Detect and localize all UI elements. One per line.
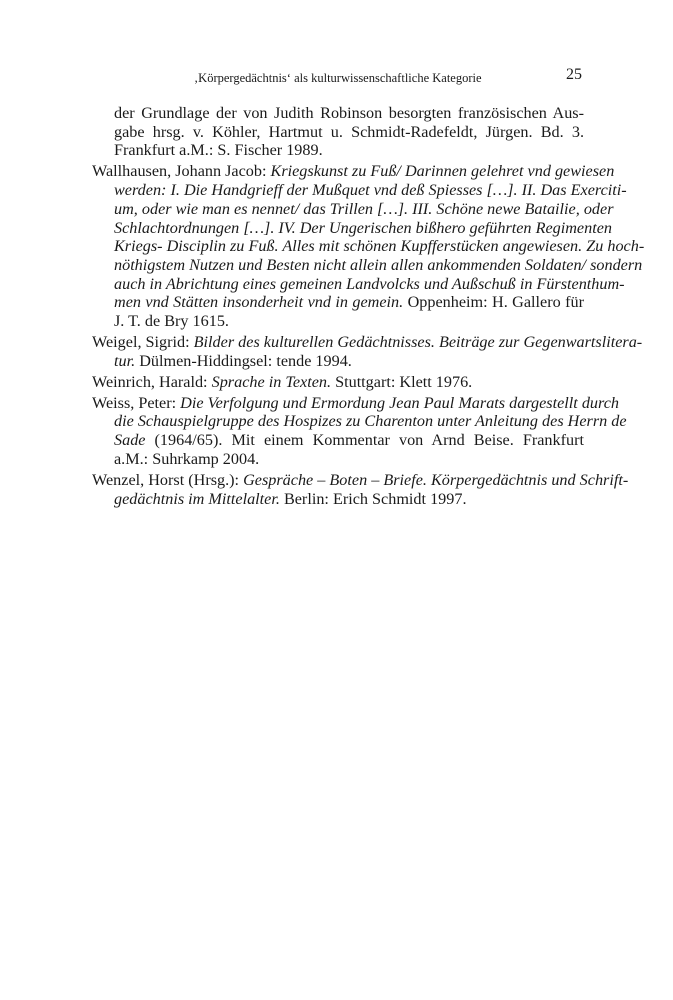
italic-title-text: Bilder des kulturellen Gedächtnisses. Beiträge zur Gegenwartslitera-	[193, 333, 643, 352]
italic-title-text: Kriegskunst zu Fuß/ Darinnen gelehret vnd gewiesen	[270, 162, 615, 181]
entry-text: Frankfurt a.M.: S. Fischer 1989.	[114, 141, 323, 160]
page-number: 25	[566, 66, 582, 83]
italic-title-text: die Schauspielgruppe des Hospizes zu Charenton unter Anleitung des Herrn de	[114, 412, 627, 431]
entry-line	[114, 274, 625, 294]
entry-line	[114, 450, 584, 469]
entry-line	[114, 181, 627, 200]
entry-line	[114, 104, 584, 123]
italic-title-text: tur.	[114, 351, 136, 370]
bibliography-entry	[92, 373, 584, 392]
entry-line	[114, 352, 584, 371]
bibliography-list	[92, 104, 645, 511]
bibliography-entry	[92, 162, 645, 331]
bibliography-entry	[92, 470, 629, 508]
entry-line	[92, 162, 615, 181]
italic-title-text: nöthigstem Nutzen und Besten nicht allein allen ankommenden Soldaten/ sondern	[114, 255, 643, 274]
entry-text: a.M.: Suhrkamp 2004.	[114, 449, 260, 468]
italic-title-text: men vnd Stätten insonderheit vnd in gemein.	[114, 293, 404, 312]
entry-text: Wenzel, Horst (Hrsg.):	[92, 470, 244, 489]
italic-title-text: auch in Abrichtung eines gemeinen Landvolcks und Außschuß in Fürstenthum-	[114, 274, 625, 293]
entry-text: J. T. de Bry 1615.	[114, 312, 229, 331]
entry-line	[114, 237, 645, 256]
entry-line	[114, 312, 584, 331]
entry-line	[114, 141, 584, 160]
italic-title-text: Schlachtordnungen […]. IV. Der Ungerischen bißhero geführten Regimenten	[114, 218, 612, 237]
entry-line	[114, 255, 643, 275]
italic-title-text: Sprache in Texten.	[211, 372, 332, 391]
entry-line	[92, 470, 629, 490]
entry-text: Stuttgart: Klett 1976.	[331, 372, 473, 391]
italic-title-text: Sade	[114, 431, 146, 450]
italic-title-text: gedächtnis im Mittelalter.	[114, 489, 280, 508]
entry-text: Weiss, Peter:	[92, 393, 181, 412]
entry-line	[114, 412, 627, 431]
italic-title-text: um, oder wie man es nennet/ das Trillen […]. III. Schöne newe Batailie, oder	[114, 199, 614, 218]
entry-line	[114, 218, 612, 238]
entry-line	[114, 123, 584, 142]
entry-text: der Grundlage der von Judith Robinson besorgten französischen Aus-	[114, 104, 584, 122]
entry-text: Weinrich, Harald:	[92, 372, 212, 391]
entry-text: Dülmen-Hiddingsel: tende 1994.	[135, 351, 352, 370]
entry-text: Weigel, Sigrid:	[92, 333, 194, 352]
bibliography-entry-continuation	[92, 104, 584, 160]
italic-title-text: Kriegs- Disciplin zu Fuß. Alles mit schönen Kupfferstücken angewiesen. Zu hoch-	[114, 237, 645, 256]
italic-title-text: Die Verfolgung und Ermordung Jean Paul Marats dargestellt durch	[180, 393, 619, 412]
entry-line	[114, 431, 584, 450]
entry-text: (1964/65). Mit einem Kommentar von Arnd Beise. Frankfurt	[145, 431, 584, 450]
entry-line	[114, 490, 584, 509]
bibliography-entry	[92, 393, 627, 469]
entry-text: gabe hrsg. v. Köhler, Hartmut u. Schmidt-Radefeldt, Jürgen. Bd. 3.	[114, 122, 584, 141]
entry-line	[92, 393, 619, 413]
entry-text: Wallhausen, Johann Jacob:	[92, 162, 271, 181]
entry-line	[92, 333, 643, 352]
italic-title-text: werden: I. Die Handgrieff der Mußquet vnd deß Spiesses […]. II. Das Exerciti-	[114, 181, 627, 200]
entry-line	[114, 199, 614, 219]
running-header	[98, 66, 582, 90]
running-title: ‚Körpergedächtnis‘ als kulturwissenschaftliche Kategorie	[194, 71, 482, 85]
italic-title-text: Gespräche – Boten – Briefe. Körpergedächtnis und Schrift-	[243, 470, 629, 489]
entry-text: Oppenheim: H. Gallero für	[403, 293, 584, 312]
entry-line	[114, 293, 584, 312]
bibliography-entry	[92, 333, 643, 370]
entry-text: Berlin: Erich Schmidt 1997.	[279, 489, 467, 508]
entry-line	[92, 372, 584, 392]
